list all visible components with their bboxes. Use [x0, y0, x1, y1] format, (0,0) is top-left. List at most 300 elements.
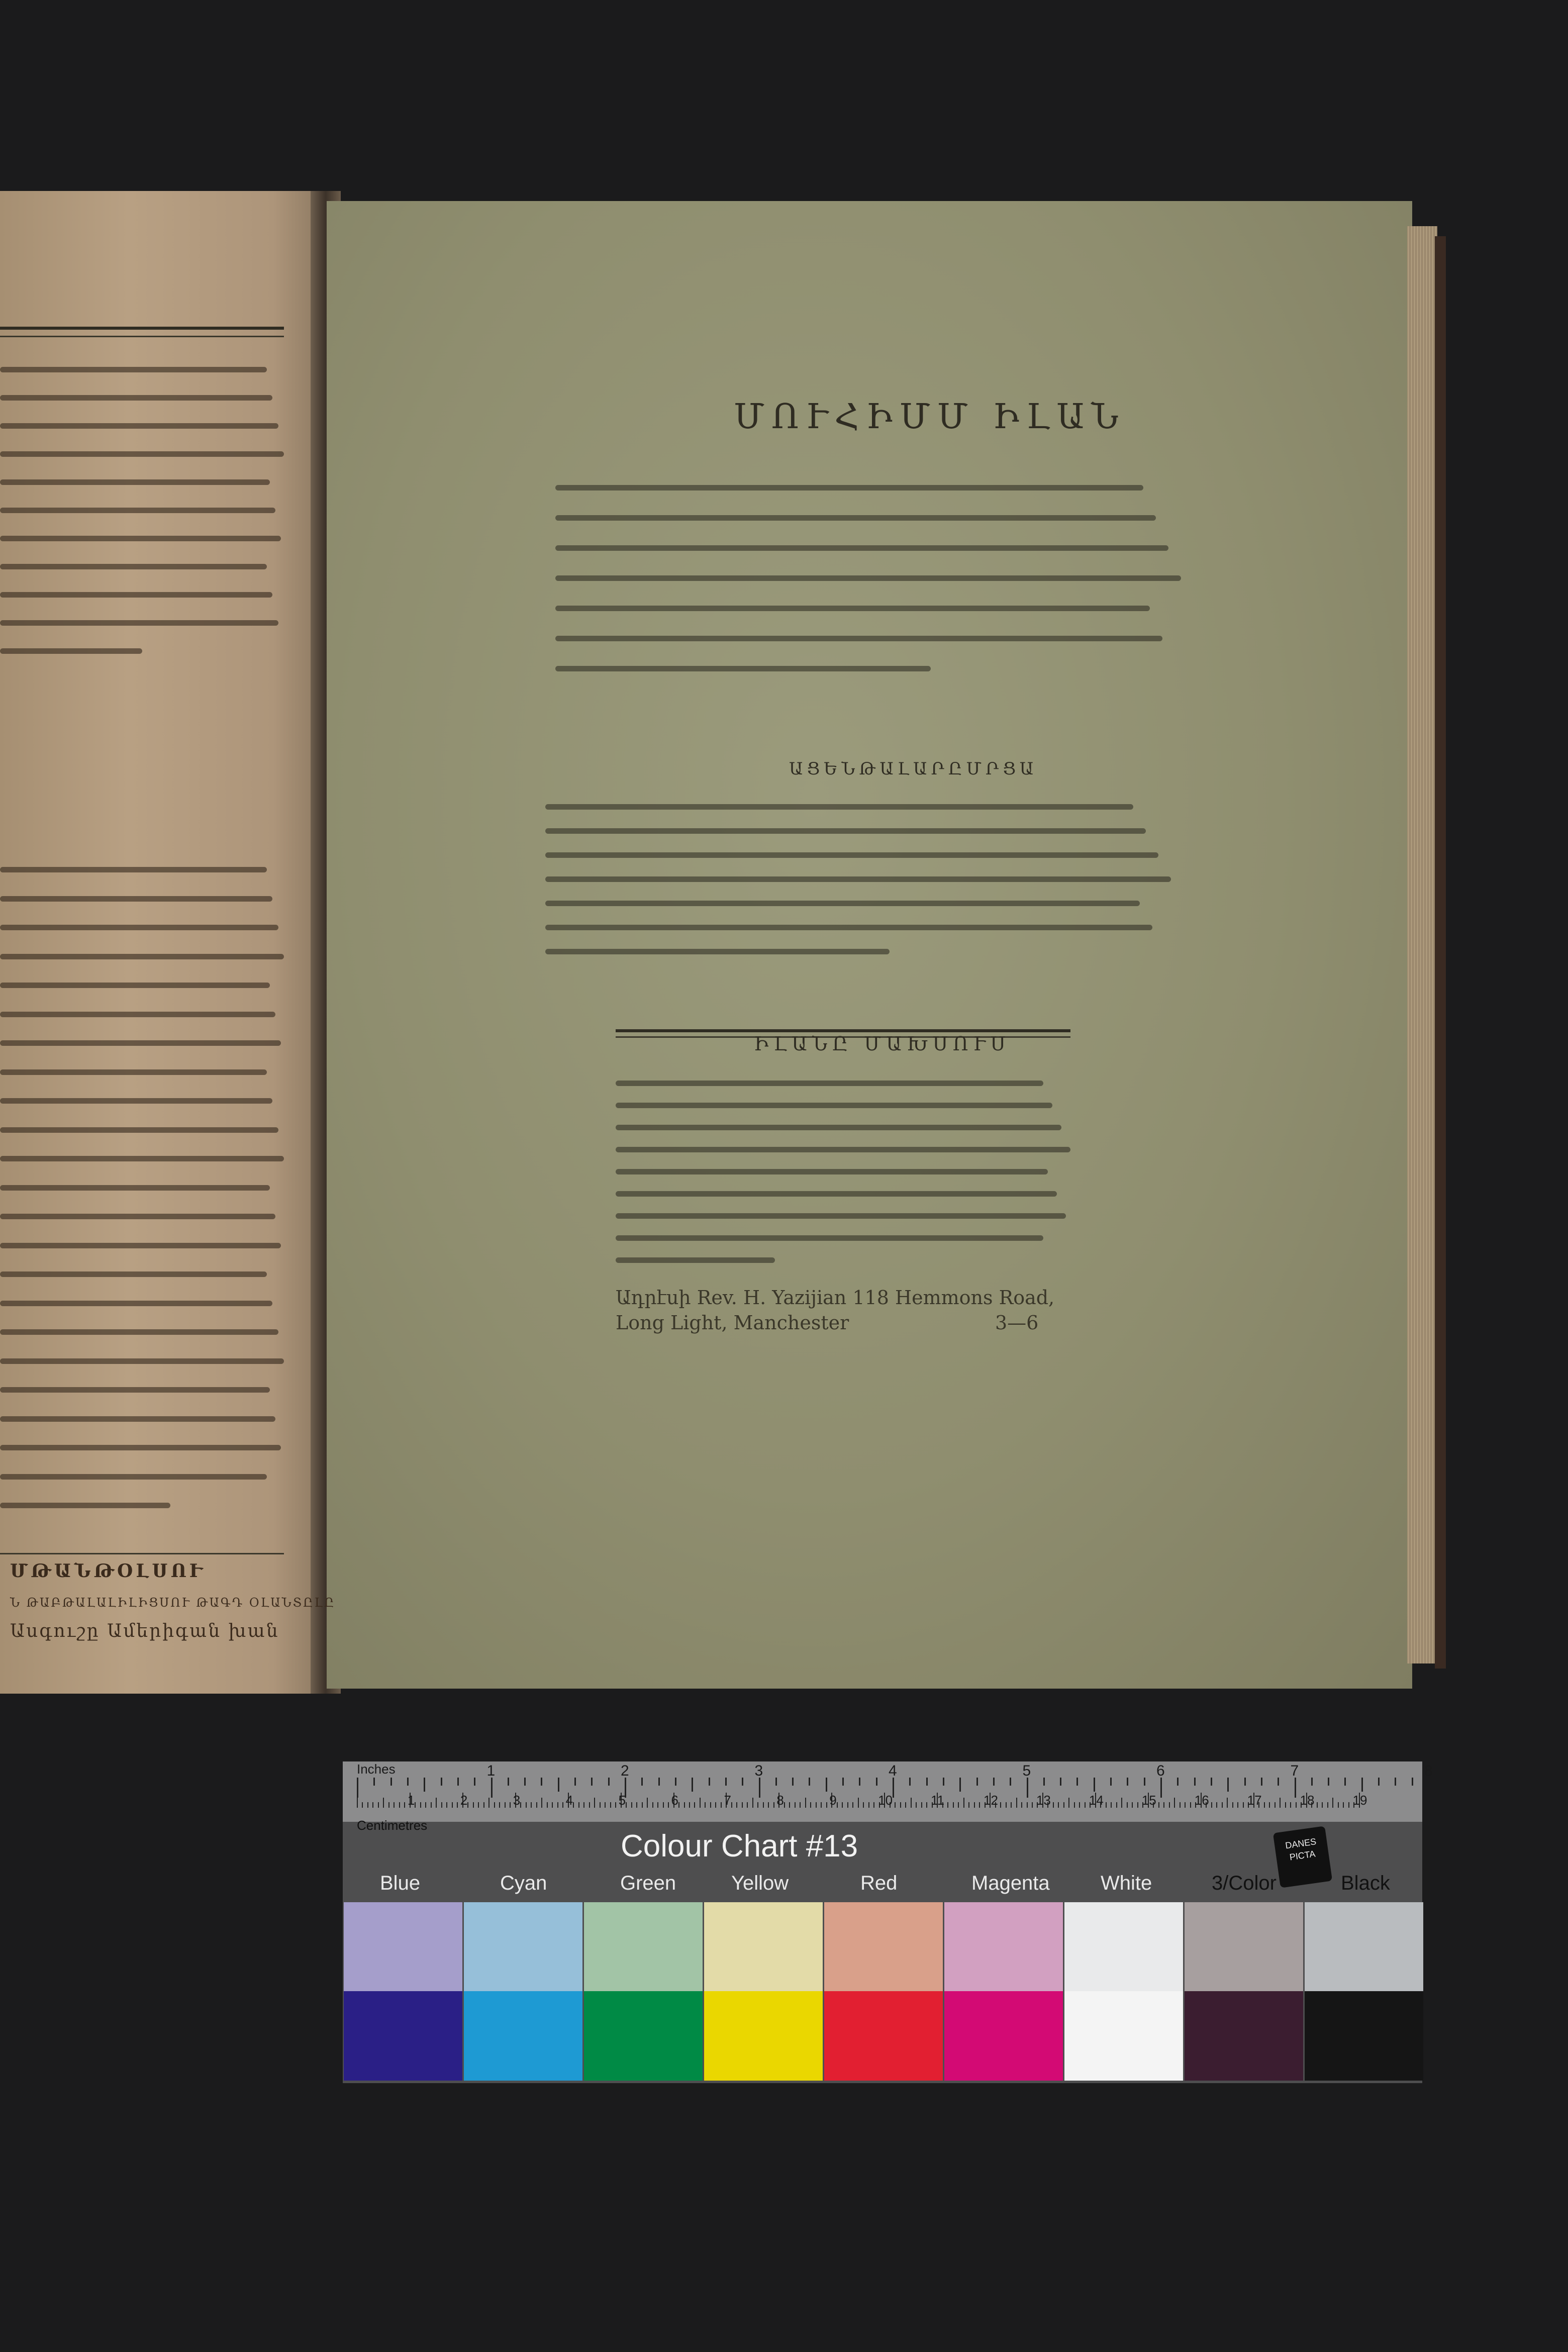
cm-number: 15: [1141, 1793, 1156, 1808]
ruler-tick: [784, 1802, 785, 1808]
text-line: [616, 1103, 1052, 1108]
danes-picta-logo: [1273, 1826, 1332, 1888]
ruler-tick: [488, 1798, 489, 1808]
ruler-tick: [1296, 1802, 1297, 1808]
ruler-tick: [826, 1778, 827, 1792]
ruler-tick: [1016, 1798, 1017, 1808]
ruler-tick: [868, 1802, 869, 1808]
ruler-tick: [1361, 1778, 1363, 1792]
cm-number: 18: [1300, 1793, 1315, 1808]
ruler-tick: [736, 1802, 737, 1808]
text-line: [555, 666, 931, 671]
ruler-tick: [705, 1802, 706, 1808]
ruler-tick: [431, 1802, 432, 1808]
ruler-tick: [1395, 1778, 1396, 1786]
patch-label: White: [1101, 1872, 1152, 1894]
text-line: [0, 954, 284, 959]
section-heading: ԱՑԵՆԹԱԼԱՐԸՄՐՑԱ: [789, 759, 1038, 779]
text-line: [0, 508, 275, 513]
text-line: [0, 1416, 275, 1422]
ruler-tick: [600, 1802, 601, 1808]
ruler-tick: [1180, 1802, 1181, 1808]
ruler-tick: [573, 1802, 574, 1808]
swatch-top: [824, 1902, 943, 1991]
chart-title: Colour Chart #13: [621, 1829, 858, 1864]
swatch-bottom: [824, 1991, 943, 2081]
ruler-tick: [1348, 1802, 1349, 1808]
text-line: [0, 1358, 284, 1364]
ruler-tick: [858, 1798, 859, 1808]
text-line: [545, 852, 1158, 858]
ruler-tick: [505, 1802, 506, 1808]
ruler-tick: [526, 1802, 527, 1808]
ruler-tick: [605, 1802, 606, 1808]
patch-label: Yellow: [731, 1872, 789, 1894]
ruler-tick: [1043, 1778, 1045, 1786]
ruler-tick: [657, 1802, 658, 1808]
ruler-tick: [1006, 1802, 1007, 1808]
ruler-tick: [842, 1778, 844, 1786]
ruler-tick: [710, 1802, 711, 1808]
text-line: [545, 901, 1140, 906]
ruler-tick: [694, 1802, 695, 1808]
inch-number: 7: [1290, 1762, 1299, 1779]
text-line: [0, 1185, 270, 1191]
ruler-tick: [394, 1802, 395, 1808]
ruler-tick: [610, 1802, 611, 1808]
ruler-tick: [979, 1802, 980, 1808]
address-line-2: Long Light, Manchester: [616, 1312, 849, 1334]
ruler-tick: [959, 1778, 961, 1792]
text-line: [0, 1098, 272, 1104]
ruler-tick: [1290, 1802, 1291, 1808]
ruler-tick: [900, 1802, 901, 1808]
cm-number: 1: [407, 1793, 415, 1808]
ruler-tick: [1011, 1802, 1012, 1808]
swatch-bottom: [944, 1991, 1063, 2081]
swatch-bottom: [584, 1991, 703, 2081]
ruler-tick: [1094, 1778, 1095, 1792]
ruler-tick: [692, 1778, 693, 1792]
ruler: [343, 1761, 1433, 1833]
text-line: [555, 575, 1181, 581]
ruler-tick: [473, 1802, 474, 1808]
ruler-tick: [420, 1802, 421, 1808]
left-page: [0, 191, 322, 1694]
ruler-tick: [1322, 1802, 1323, 1808]
text-line: [0, 564, 267, 569]
text-line: [555, 636, 1162, 641]
ruler-tick: [508, 1778, 509, 1786]
ruler-tick: [678, 1802, 679, 1808]
text-line: [0, 1127, 278, 1133]
inch-number: 3: [754, 1762, 763, 1779]
ruler-tick: [367, 1802, 368, 1808]
left-masthead-line3: Ասգուշը Ամերիգան խան: [10, 1621, 279, 1641]
ruler-tick: [947, 1802, 948, 1808]
text-line: [616, 1147, 1070, 1152]
text-line: [0, 1271, 267, 1277]
ruler-tick: [1261, 1778, 1262, 1786]
ruler-tick: [457, 1778, 459, 1786]
ruler-tick: [689, 1802, 690, 1808]
patch-label: 3/Color: [1212, 1872, 1277, 1894]
ruler-tick: [642, 1802, 643, 1808]
ruler-tick: [1127, 1802, 1128, 1808]
text-line: [616, 1169, 1048, 1174]
ruler-tick: [641, 1778, 643, 1786]
text-line: [0, 395, 272, 401]
cm-number: 7: [724, 1793, 731, 1808]
ruler-tick: [1275, 1802, 1276, 1808]
ruler-tick: [1174, 1798, 1175, 1808]
cm-number: 4: [565, 1793, 573, 1808]
text-line: [0, 983, 270, 988]
ruler-tick: [873, 1802, 874, 1808]
inch-number: 2: [621, 1762, 629, 1779]
ruler-tick: [1160, 1778, 1162, 1798]
ruler-tick: [763, 1802, 764, 1808]
ruler-tick: [757, 1802, 758, 1808]
ruler-tick: [810, 1802, 811, 1808]
ruler-tick: [457, 1802, 458, 1808]
ruler-tick: [1344, 1778, 1346, 1786]
ruler-tick: [1237, 1802, 1238, 1808]
ruler-tick: [557, 1802, 558, 1808]
left-top-rule-2: [0, 336, 284, 337]
text-line: [555, 485, 1143, 491]
ruler-tick: [976, 1778, 978, 1786]
text-line: [555, 606, 1150, 611]
text-line: [616, 1125, 1061, 1130]
text-line: [0, 1301, 272, 1306]
page-title: ՄՈՒՀԻՄՄ ԻԼԱՆ: [734, 397, 1126, 437]
ruler-tick: [1032, 1802, 1033, 1808]
ruler-tick: [483, 1802, 484, 1808]
ruler-tick: [372, 1802, 373, 1808]
ruler-tick: [926, 1778, 928, 1786]
ruler-tick: [1244, 1778, 1246, 1786]
patch-label: Red: [860, 1872, 898, 1894]
swatch-bottom: [344, 1991, 462, 2081]
text-line: [0, 867, 267, 872]
ruler-tick: [809, 1778, 810, 1786]
swatch-top: [464, 1902, 582, 1991]
text-line: [0, 1503, 170, 1508]
ruler-tick: [1144, 1778, 1145, 1786]
ruler-tick: [388, 1802, 389, 1808]
ruler-tick: [1269, 1802, 1270, 1808]
ruler-tick: [1327, 1802, 1328, 1808]
ruler-tick: [1085, 1802, 1086, 1808]
ruler-tick: [847, 1802, 848, 1808]
ruler-tick: [968, 1802, 969, 1808]
ruler-tick: [424, 1778, 425, 1792]
ruler-tick: [520, 1802, 521, 1808]
text-line: [616, 1213, 1066, 1219]
ruler-tick: [1280, 1798, 1281, 1808]
ruler-tick: [1063, 1802, 1064, 1808]
ruler-tick: [552, 1802, 553, 1808]
cm-number: 16: [1194, 1793, 1209, 1808]
swatch-top: [344, 1902, 462, 1991]
ruler-tick: [474, 1778, 475, 1786]
cm-number: 12: [984, 1793, 998, 1808]
ruler-tick: [441, 1778, 442, 1786]
ruler-tick: [1027, 1802, 1028, 1808]
text-line: [555, 545, 1168, 551]
ruler-tick: [562, 1802, 563, 1808]
text-line: [0, 1040, 281, 1046]
box-heading: ԻԼԱՆԸ ՄԱԽՍՈՒՍ: [754, 1033, 1011, 1055]
swatch-top: [1185, 1902, 1303, 1991]
text-line: [0, 620, 278, 626]
patch-label: Black: [1341, 1872, 1390, 1894]
text-line: [0, 536, 281, 541]
ruler-tick: [668, 1802, 669, 1808]
ruler-tick: [943, 1778, 944, 1786]
patch-label: Cyan: [500, 1872, 547, 1894]
text-line: [0, 423, 278, 429]
ruler-tick: [725, 1778, 727, 1786]
ruler-tick: [700, 1798, 701, 1808]
ruler-tick: [1222, 1802, 1223, 1808]
ruler-tick: [578, 1802, 579, 1808]
ruler-tick: [1295, 1778, 1296, 1798]
ruler-tick: [436, 1798, 437, 1808]
text-line: [0, 1012, 275, 1017]
ruler-tick: [1185, 1802, 1186, 1808]
ruler-tick: [591, 1778, 593, 1786]
cm-number: 11: [931, 1793, 945, 1808]
ruler-tick: [759, 1778, 760, 1798]
ruler-tick: [863, 1802, 864, 1808]
ruler-tick: [1132, 1802, 1133, 1808]
ruler-tick: [541, 1798, 542, 1808]
ruler-tick: [731, 1802, 732, 1808]
ruler-tick: [1053, 1802, 1054, 1808]
ruler-tick: [1338, 1802, 1339, 1808]
cm-number: 17: [1247, 1793, 1262, 1808]
text-line: [0, 1069, 267, 1075]
ruler-tick: [721, 1802, 722, 1808]
ruler-tick: [467, 1802, 468, 1808]
ruler-tick: [1211, 1778, 1212, 1786]
ruler-tick: [795, 1802, 796, 1808]
ruler-tick: [1264, 1802, 1265, 1808]
ruler-tick: [1116, 1802, 1117, 1808]
swatch-top: [1064, 1902, 1183, 1991]
text-line: [0, 896, 272, 902]
ruler-tick: [390, 1778, 392, 1786]
ruler-tick: [478, 1802, 479, 1808]
ruler-tick: [1232, 1802, 1233, 1808]
left-masthead: ՄԹԱՆԹՕԼՍՈՒ: [10, 1560, 206, 1582]
ruler-tick: [531, 1802, 532, 1808]
left-masthead-sub: Ն ԹԱԲԹԱԼԱԼԻԼԻՑՍՈՒ ԹԱԳԴ ՕԼԱՆՏԸԼԸ: [10, 1596, 336, 1610]
ruler-tick: [773, 1802, 774, 1808]
ruler-tick: [1190, 1802, 1191, 1808]
text-line: [616, 1191, 1057, 1197]
book-cover-edge: [1435, 236, 1446, 1669]
ruler-tick: [876, 1778, 877, 1786]
ruler-tick: [805, 1798, 806, 1808]
ruler-tick: [816, 1802, 817, 1808]
ruler-tick: [1194, 1778, 1196, 1786]
text-line: [0, 592, 272, 598]
cm-number: 9: [829, 1793, 837, 1808]
cm-number: 13: [1036, 1793, 1051, 1808]
ruler-tick: [399, 1802, 400, 1808]
ruler-tick: [792, 1778, 794, 1786]
text-line: [0, 1329, 278, 1335]
ruler-tick: [1169, 1802, 1170, 1808]
ruler-tick: [1127, 1778, 1128, 1786]
ruler-tick: [1343, 1802, 1344, 1808]
ruler-tick: [953, 1802, 954, 1808]
ruler-tick: [675, 1778, 676, 1786]
ruler-tick: [652, 1802, 653, 1808]
ruler-tick: [974, 1802, 975, 1808]
swatch-top: [1305, 1902, 1423, 1991]
ruler-tick: [491, 1778, 493, 1798]
ruler-tick: [357, 1793, 358, 1808]
ruler-tick: [916, 1802, 917, 1808]
ruler-tick: [362, 1802, 363, 1808]
ruler-tick: [574, 1778, 576, 1786]
ruler-tick: [1076, 1778, 1078, 1786]
ruler-tick: [441, 1802, 442, 1808]
ruler-tick: [742, 1778, 743, 1786]
ruler-tick: [524, 1778, 526, 1786]
ruler-tick: [893, 1778, 894, 1798]
ruler-tick: [911, 1798, 912, 1808]
ruler-tick: [1163, 1802, 1164, 1808]
ruler-tick: [1074, 1802, 1075, 1808]
ruler-tick: [789, 1802, 790, 1808]
ruler-tick: [963, 1798, 964, 1808]
ruler-tick: [636, 1802, 637, 1808]
ruler-tick: [1332, 1798, 1333, 1808]
ruler-tick: [1328, 1778, 1329, 1786]
ruler-tick: [589, 1802, 590, 1808]
ruler-tick: [747, 1802, 748, 1808]
ruler-tick: [837, 1802, 838, 1808]
patch-label: Blue: [380, 1872, 421, 1894]
ruler-tick: [499, 1802, 500, 1808]
ruler-tick: [909, 1778, 911, 1786]
ruler-tick: [895, 1802, 896, 1808]
issue-marker: 3—6: [995, 1312, 1039, 1334]
ruler-tick: [425, 1802, 426, 1808]
text-line: [616, 1235, 1043, 1241]
ruler-tick: [1412, 1778, 1413, 1786]
swatch-bottom: [464, 1991, 582, 2081]
swatch-top: [944, 1902, 1063, 1991]
ruler-tick: [1058, 1802, 1059, 1808]
ruler-tick: [558, 1778, 559, 1792]
cm-number: 14: [1089, 1793, 1104, 1808]
text-line: [0, 1156, 284, 1161]
text-line: [0, 1445, 281, 1450]
text-line: [0, 1243, 281, 1248]
ruler-tick: [1243, 1802, 1244, 1808]
ruler-tick: [1027, 1778, 1028, 1798]
ruler-tick: [752, 1798, 753, 1808]
ruler-tick: [583, 1802, 584, 1808]
inches-label: Inches: [357, 1761, 396, 1777]
ruler-tick: [826, 1802, 827, 1808]
ruler-tick: [383, 1798, 384, 1808]
text-line: [545, 949, 890, 954]
ruler-tick: [415, 1802, 416, 1808]
ruler-tick: [1060, 1778, 1061, 1786]
ruler-tick: [1227, 1778, 1229, 1792]
cm-number: 19: [1352, 1793, 1367, 1808]
ruler-tick: [709, 1778, 710, 1786]
cm-number: 6: [671, 1793, 678, 1808]
ruler-tick: [842, 1802, 843, 1808]
swatch-top: [704, 1902, 823, 1991]
ruler-tick: [1079, 1802, 1080, 1808]
cm-number: 5: [618, 1793, 626, 1808]
ruler-tick: [494, 1802, 495, 1808]
text-line: [0, 925, 278, 930]
ruler-tick: [1021, 1802, 1022, 1808]
left-top-rule: [0, 327, 284, 330]
ruler-tick: [594, 1798, 595, 1808]
ruler-tick: [768, 1802, 769, 1808]
ruler-tick: [993, 1778, 995, 1786]
box-top-rule: [616, 1029, 1070, 1032]
ruler-tick: [647, 1798, 648, 1808]
inch-number: 6: [1156, 1762, 1165, 1779]
ruler-tick: [859, 1778, 860, 1786]
swatch-bottom: [704, 1991, 823, 2081]
ruler-tick: [1177, 1778, 1179, 1786]
ruler-tick: [626, 1802, 627, 1808]
text-line: [0, 648, 142, 654]
ruler-tick: [1227, 1798, 1228, 1808]
swatch-bottom: [1305, 1991, 1423, 2081]
text-line: [0, 479, 270, 485]
ruler-tick: [658, 1778, 660, 1786]
ruler-tick: [926, 1802, 927, 1808]
ruler-tick: [1285, 1802, 1286, 1808]
ruler-tick: [852, 1802, 853, 1808]
ruler-tick: [510, 1802, 511, 1808]
text-line: [616, 1257, 775, 1263]
left-masthead-rule: [0, 1553, 284, 1554]
ruler-tick: [1106, 1802, 1107, 1808]
inch-number: 8: [1424, 1762, 1433, 1779]
text-line: [616, 1081, 1043, 1086]
ruler-tick: [1158, 1802, 1159, 1808]
address-line-1: Ադրէսի Rev. H. Yazijian 118 Hemmons Road,: [616, 1287, 1055, 1309]
ruler-tick: [958, 1802, 959, 1808]
ruler-tick: [775, 1778, 777, 1786]
ruler-tick: [663, 1802, 664, 1808]
cm-number: 8: [776, 1793, 784, 1808]
ruler-tick: [547, 1802, 548, 1808]
ruler-tick: [631, 1802, 632, 1808]
ruler-tick: [378, 1802, 379, 1808]
swatch-bottom: [1064, 1991, 1183, 2081]
ruler-tick: [1216, 1802, 1217, 1808]
ruler-tick: [452, 1802, 453, 1808]
text-line: [0, 451, 284, 457]
ruler-tick: [446, 1802, 447, 1808]
